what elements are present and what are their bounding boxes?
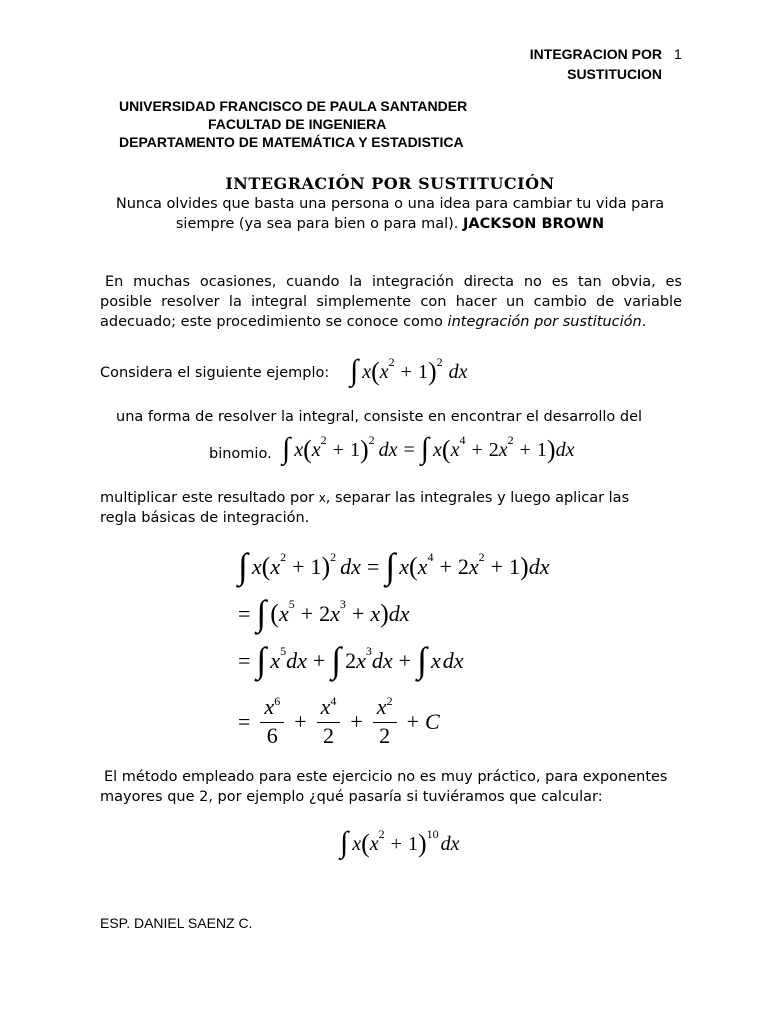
equation-example (350, 352, 468, 392)
exponent: 2 (320, 432, 327, 447)
paren: ( (361, 829, 370, 858)
integral-sign: ∫ (256, 593, 267, 633)
integral-sign: ∫ (417, 640, 427, 680)
exponent: 4 (427, 549, 434, 564)
paren: ( (303, 435, 312, 464)
paren: ) (427, 357, 437, 386)
var-x: x (430, 648, 441, 673)
intro-line3 (100, 312, 682, 332)
example-label: Considera el siguiente ejemplo: (100, 365, 330, 381)
op-plus: + (351, 601, 365, 626)
derivation-step1 (238, 545, 549, 589)
var-x: x (352, 832, 362, 855)
var-x: x (251, 554, 262, 579)
const: 1 (417, 360, 428, 383)
resolve-line2: binomio. (209, 446, 272, 462)
paren: ( (270, 599, 279, 628)
exponent: 4 (459, 432, 466, 447)
multiply-line1-post: , separar las integrales y luego aplicar las (325, 490, 630, 506)
paren: ( (371, 357, 380, 386)
paren: ( (409, 552, 418, 581)
page-number: 1 (674, 46, 682, 62)
exponent: 2 (436, 354, 443, 369)
op-plus: + (471, 438, 483, 461)
dx: dx (440, 832, 460, 855)
integral-sign: ∫ (331, 640, 342, 680)
op-plus: + (294, 709, 307, 734)
dx: dx (340, 554, 361, 579)
op-plus: + (292, 554, 305, 579)
exponent: 2 (368, 432, 375, 447)
op-plus: + (400, 360, 412, 383)
const: 2 (319, 601, 331, 626)
quote-line2 (96, 214, 684, 234)
var-x: x (417, 554, 428, 579)
const: 2 (457, 554, 469, 579)
denominator: 2 (379, 723, 391, 748)
op-plus: + (300, 601, 314, 626)
var-x: x (330, 601, 340, 626)
intro-line3-pre: adecuado; este procedimiento se conoce como (100, 314, 448, 330)
var-x: x (498, 438, 508, 461)
equation-power-ten (340, 824, 460, 864)
op-plus: + (406, 709, 419, 734)
footer-author: ESP. DANIEL SAENZ C. (100, 915, 253, 931)
const: 1 (509, 554, 521, 579)
op-plus: + (390, 832, 402, 855)
var-x: x (362, 360, 372, 383)
exponent: 2 (378, 826, 385, 841)
dx: dx (286, 648, 307, 673)
institution-line1: UNIVERSIDAD FRANCISCO DE PAULA SANTANDER (119, 98, 468, 114)
method-paragraph (100, 767, 680, 807)
exponent: 2 (388, 354, 395, 369)
exponent: 2 (478, 549, 485, 564)
exponent: 5 (288, 596, 295, 611)
dx: dx (528, 554, 550, 579)
equation-binomio (282, 430, 574, 470)
op-equals: = (403, 438, 415, 461)
dx: dx (371, 648, 393, 673)
institution-block (119, 96, 519, 152)
denominator: 6 (266, 723, 278, 748)
intro-line3-post: . (641, 314, 647, 330)
header-title-line2: SUSTITUCION (567, 66, 662, 82)
paren: ( (441, 435, 451, 464)
integral-sign: ∫ (385, 546, 396, 586)
op-plus: + (332, 438, 344, 461)
integral-sign: ∫ (340, 826, 349, 859)
integral-sign: ∫ (282, 432, 291, 465)
quote-text: siempre (ya sea para bien o para mal). (175, 216, 459, 232)
var-x: x (450, 438, 460, 461)
exponent: 6 (274, 694, 281, 708)
const: 1 (310, 554, 322, 579)
op-plus: + (519, 438, 531, 461)
numerator (260, 695, 284, 723)
page-title: INTEGRACIÓN POR SUSTITUCIÓN (225, 174, 555, 193)
intro-line1 (100, 272, 682, 292)
fraction (317, 695, 341, 749)
integral-sign: ∫ (238, 546, 248, 586)
quote-author: JACKSON BROWN (463, 216, 605, 232)
var-x: x (433, 438, 442, 461)
const: 1 (536, 438, 547, 461)
intro-paragraph (100, 272, 682, 332)
derivation-step2 (238, 592, 410, 636)
exponent: 2 (280, 549, 287, 564)
paren: ) (380, 599, 389, 628)
running-header (517, 44, 662, 84)
denominator: 2 (322, 723, 334, 748)
paren: ) (359, 435, 369, 464)
op-plus: + (490, 554, 504, 579)
var-x: x (356, 648, 366, 673)
op-equals: = (238, 648, 251, 673)
dx: dx (388, 601, 410, 626)
var-x: x (311, 438, 321, 461)
dx: dx (555, 438, 575, 461)
op-plus: + (398, 648, 412, 673)
var-x: x (278, 601, 289, 626)
integral-sign: ∫ (350, 354, 359, 387)
var-x: x (379, 360, 389, 383)
op-plus: + (350, 709, 363, 734)
intro-line3-em: integración por sustitución (447, 314, 642, 330)
paren: ) (546, 435, 556, 464)
exponent: 2 (386, 694, 393, 708)
var-x: x (270, 648, 281, 673)
op-equals: = (366, 554, 380, 579)
var-x: x (370, 601, 381, 626)
integral-sign: ∫ (256, 640, 267, 680)
multiply-line1 (100, 488, 660, 508)
var-x: x (399, 554, 409, 579)
quote-line1: Nunca olvides que basta una persona o una idea para cambiar tu vida para (115, 196, 665, 212)
header-title-line1: INTEGRACION POR (529, 46, 662, 62)
op-equals: = (238, 601, 251, 626)
dx: dx (442, 648, 464, 673)
paren: ) (417, 829, 427, 858)
var-x: x (369, 832, 379, 855)
multiply-paragraph (100, 488, 660, 528)
numerator (373, 695, 397, 723)
paren: ) (321, 552, 331, 581)
exponent: 2 (507, 432, 514, 447)
var-x: x (320, 694, 331, 719)
intro-first-letter: E (105, 274, 115, 290)
const: 1 (349, 438, 360, 461)
derivation-step4 (238, 692, 440, 752)
dx: dx (448, 360, 468, 383)
institution-line3: DEPARTAMENTO DE MATEMÁTICA Y ESTADISTICA (119, 134, 464, 150)
multiply-var-x: x (318, 491, 326, 505)
var-x: x (270, 554, 281, 579)
exponent: 5 (280, 643, 287, 658)
paren: ) (520, 552, 529, 581)
exponent: 10 (426, 826, 439, 841)
var-x: x (264, 694, 275, 719)
integral-sign: ∫ (420, 432, 430, 465)
const: 2 (345, 648, 357, 673)
constant-c: C (424, 709, 440, 734)
var-x: x (468, 554, 479, 579)
op-equals: = (238, 709, 251, 734)
const: 1 (407, 832, 418, 855)
intro-line1-text: n muchas ocasiones, cuando la integración directa no es tan obvia, es (114, 274, 682, 290)
exponent: 3 (339, 596, 346, 611)
fraction (373, 695, 397, 749)
multiply-line1-pre: multiplicar este resultado por (100, 490, 319, 506)
exponent: 4 (330, 694, 337, 708)
exponent: 2 (330, 549, 337, 564)
quote (96, 194, 684, 234)
dx: dx (378, 438, 398, 461)
var-x: x (376, 694, 387, 719)
method-line1: El método empleado para este ejercicio no es muy práctico, para exponentes (104, 769, 668, 785)
fraction (260, 695, 284, 749)
institution-line2: FACULTAD DE INGENIERA (208, 116, 387, 132)
method-line2: mayores que 2, por ejemplo ¿qué pasaría si tuviéramos que calcular: (100, 789, 603, 805)
op-plus: + (312, 648, 326, 673)
exponent: 3 (365, 643, 372, 658)
const: 2 (488, 438, 499, 461)
var-x: x (294, 438, 304, 461)
resolve-line1: una forma de resolver la integral, consiste en encontrar el desarrollo del (116, 409, 643, 425)
paren: ( (261, 552, 271, 581)
intro-line2: posible resolver la integral simplemente con hacer un cambio de variable (100, 294, 682, 310)
derivation-step3 (238, 639, 463, 683)
op-plus: + (439, 554, 452, 579)
multiply-line2: regla básicas de integración. (100, 510, 310, 526)
numerator (317, 695, 341, 723)
